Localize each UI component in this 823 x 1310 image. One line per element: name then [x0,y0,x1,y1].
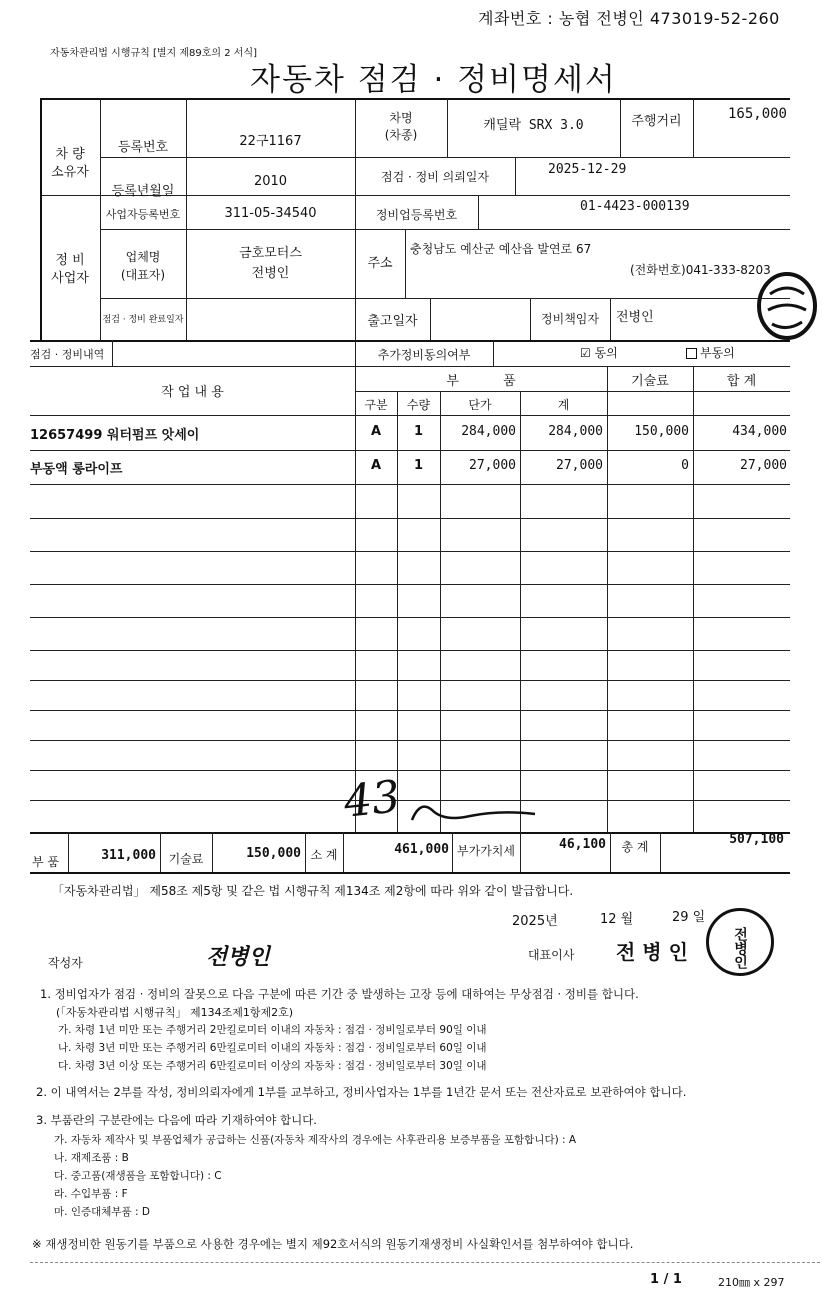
manager-value: 전병인 [616,310,654,325]
request-date-value: 2025-12-29 [548,162,627,177]
mileage-value: 165,000 [727,106,787,122]
address-value: 충청남도 예산군 예산읍 발연로 67 [410,242,592,256]
biz-no-value: 311-05-34540 [224,206,317,221]
note-1-b: 나. 차령 3년 미만 또는 주행거리 6만킬로미터 이내의 자동차 : 점검 · 정비일로부터 60일 이내 [58,1042,487,1054]
complete-date-label: 점검 · 정비 완료일자 [102,315,184,325]
extra-label: 추가정비동의여부 [377,348,471,362]
document-title: 자동차 점검 · 정비명세서 [250,62,617,98]
totals-subtotal-label: 소 계 [310,848,338,862]
note-3-b: 나. 재제조품 : B [54,1152,129,1164]
regulation-reference: 자동차관리법 시행규칙 [별지 제89호의 2 서식] [50,48,258,59]
note-3-d: 라. 수입부품 : F [54,1188,128,1200]
model-value: 캐딜락 SRX 3.0 [483,118,584,133]
total-header: 합 계 [726,374,757,389]
account-number: 계좌번호 : 농협 전병인 473019-52-260 [478,9,780,28]
empty-box-icon [686,348,697,359]
sub-header-type: 구분 [364,398,388,412]
row1-sum: 284,000 [548,424,603,439]
address-label: 주소 [367,256,393,271]
totals-subtotal-value: 461,000 [394,842,449,857]
note-1-c: 다. 차령 3년 이상 또는 주행거리 6만킬로미터 이상의 자동차 : 점검 · 정비일로부터 30일 이내 [58,1060,487,1072]
note-3-c: 다. 중고품(재생품을 포함합니다) : C [54,1170,222,1182]
totals-tech-label: 기술료 [168,852,204,866]
totals-vat-value: 46,100 [559,837,606,852]
row2-unit: 27,000 [469,458,516,473]
page-number: 1 / 1 [650,1272,682,1287]
row2-desc: 부동액 롱라이프 [30,462,123,477]
issue-day: 29 일 [672,910,706,925]
issue-month: 12 월 [600,912,634,927]
rep-name: 전 병 인 [616,940,688,964]
issue-year: 2025년 [512,914,558,929]
issuance-statement: 「자동차관리법」 제58조 제5항 및 같은 법 시행규칙 제134조 제2항에 따라 위와 같이 발급합니다. [52,884,574,898]
note-1-sub: (「자동차관리법 시행규칙」 제134조제1항제2호) [56,1006,294,1019]
note-2: 2. 이 내역서는 2부를 작성, 정비의뢰자에게 1부를 교부하고, 정비사업자는 1부를 1년간 문서 또는 전산자료로 보관하여야 합니다. [36,1085,687,1099]
note-1: 1. 정비업자가 점검 · 정비의 잘못으로 다음 구분에 따른 기간 중 발생하는 고장 등에 대하여는 무상점검 · 정비를 합니다. [40,987,639,1001]
reg-year-value: 2010 [253,174,288,189]
note-4: ※ 재생정비한 원동기를 부품으로 사용한 경우에는 별지 제92호서식의 원동기재생정비 사실확인서를 첨부하여야 합니다. [32,1237,634,1251]
model-label: 차명 (차종) [384,111,418,142]
row1-desc: 12657499 워터펌프 앗세이 [30,428,200,443]
reg-no-label: 등록번호 [117,140,169,155]
manager-label: 정비책임자 [541,312,599,326]
business-section-label: 정 비 사업자 [51,253,89,286]
note-3: 3. 부품란의 구분란에는 다음에 따라 기재하여야 합니다. [36,1113,317,1127]
reg-year-label: 등록년월일 [111,184,175,199]
totals-parts-label: 부 품 [32,855,59,869]
totals-parts-value: 311,000 [101,848,156,863]
row1-qty: 1 [413,424,424,439]
note-3-e: 마. 인증대체부품 : D [54,1206,150,1218]
shop-reg-value: 01-4423-000139 [580,199,690,214]
checked-box-icon: ☑ [580,346,591,360]
agree-option: ☑ 동의 [580,346,618,360]
totals-grand-value: 507,100 [729,832,784,847]
disagree-option: 부동의 [686,344,735,361]
sub-header-qty: 수량 [406,398,431,412]
company-value: 금호모터스 전병인 [239,246,302,281]
tech-header: 기술료 [631,374,669,389]
handwritten-stroke [410,790,540,830]
request-date-label: 점검 · 정비 의뢰일자 [381,170,489,184]
parts-header: 부 품 [446,374,516,389]
sub-header-unit: 단가 [468,398,492,412]
reg-no-value: 22구1167 [239,134,302,149]
row2-tech: 0 [681,458,689,473]
shop-reg-label: 정비업등록번호 [375,208,458,222]
handwritten-number: 43 [341,771,403,828]
rep-label: 대표이사 [528,948,575,962]
work-header: 작 업 내 용 [161,385,224,400]
note-1-a: 가. 차령 1년 미만 또는 주행거리 2만킬로미터 이내의 자동차 : 점검 · 정비일로부터 90일 이내 [58,1024,487,1036]
row2-sum: 27,000 [556,458,603,473]
row1-tech: 150,000 [634,424,689,439]
seal-text: 전병인 [732,927,748,969]
sub-header-sum: 계 [557,398,570,412]
row1-type: A [370,424,382,439]
totals-tech-value: 150,000 [246,846,301,861]
biz-no-label: 사업자등록번호 [105,208,181,221]
release-date-label: 출고일자 [367,314,418,329]
phone-value: (전화번호)041-333-8203 [630,263,771,277]
company-label: 업체명 (대표자) [120,250,166,282]
owner-section-label: 차 량 소유자 [51,147,89,180]
paper-size: 210㎜ x 297 [718,1276,785,1289]
row1-total: 434,000 [732,424,787,439]
author-signature: 전병인 [206,944,270,970]
note-3-a: 가. 자동차 제작사 및 부품업체가 공급하는 신품(자동차 제작사의 경우에는 사후관리용 보증부품을 포함합니다) : A [54,1134,577,1146]
company-seal-top [752,270,822,342]
totals-grand-label: 총 계 [621,840,649,854]
row2-qty: 1 [413,458,424,473]
author-label: 작성자 [48,956,83,970]
row1-unit: 284,000 [461,424,516,439]
inspection-label: 점검 · 정비내역 [30,348,105,361]
row2-type: A [370,458,382,473]
mileage-label: 주행거리 [631,114,682,129]
row2-total: 27,000 [740,458,787,473]
totals-vat-label: 부가가치세 [457,844,515,858]
